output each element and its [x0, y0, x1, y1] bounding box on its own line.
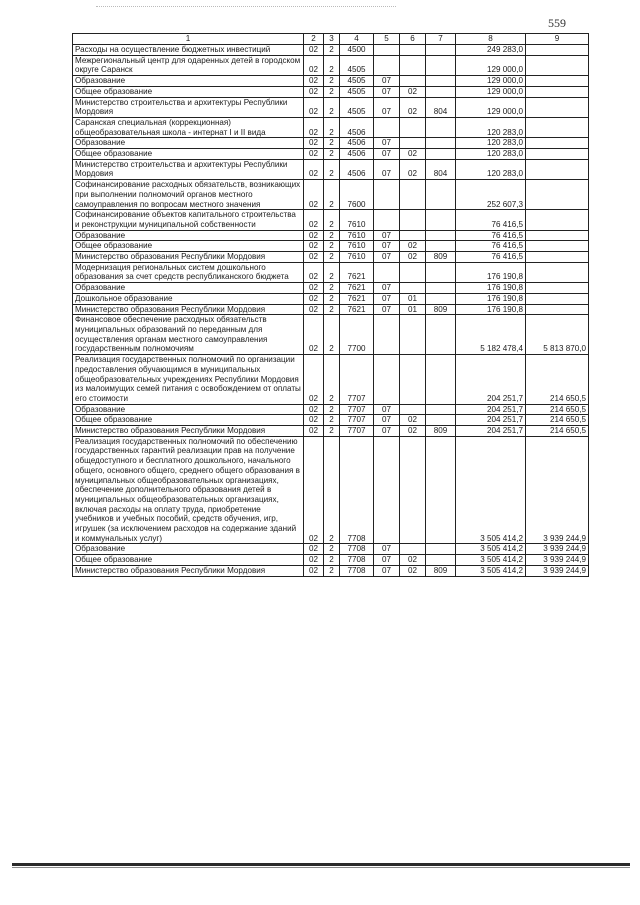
department-code-cell	[426, 293, 456, 304]
subsection-code-cell: 2	[324, 262, 340, 282]
amount-col9-cell	[526, 230, 589, 241]
subchapter-code-cell: 02	[400, 565, 426, 576]
item-code-cell: 4506	[340, 149, 374, 160]
section-code-cell: 02	[304, 415, 324, 426]
table-row	[73, 315, 589, 355]
column-header: 1	[73, 34, 304, 45]
subsection-code-cell: 2	[324, 159, 340, 179]
department-code-cell: 804	[426, 159, 456, 179]
department-code-cell	[426, 138, 456, 149]
amount-col9-cell: 214 650,5	[526, 415, 589, 426]
column-header: 9	[526, 34, 589, 45]
department-code-cell	[426, 55, 456, 75]
row-name-cell: Министерство строительства и архитектуры Республики Мордовия	[73, 159, 304, 179]
item-code-cell: 7707	[340, 426, 374, 437]
chapter-code-cell: 07	[374, 544, 400, 555]
column-header: 8	[456, 34, 526, 45]
section-code-cell: 02	[304, 241, 324, 252]
amount-col9-cell: 214 650,5	[526, 355, 589, 405]
amount-col9-cell	[526, 210, 589, 230]
department-code-cell	[426, 436, 456, 544]
item-code-cell: 4505	[340, 97, 374, 117]
scan-edge-bar	[12, 863, 630, 866]
amount-col9-cell	[526, 252, 589, 263]
subchapter-code-cell: 02	[400, 555, 426, 566]
section-code-cell: 02	[304, 355, 324, 405]
department-code-cell	[426, 117, 456, 137]
row-name-cell: Модернизация региональных систем дошкольного образования за счет средств республиканского бюджета	[73, 262, 304, 282]
subsection-code-cell: 2	[324, 293, 340, 304]
subsection-code-cell: 2	[324, 304, 340, 315]
section-code-cell: 02	[304, 262, 324, 282]
row-name-cell: Саранская специальная (коррекционная) общеобразовательная школа - интернат I и II вида	[73, 117, 304, 137]
chapter-code-cell	[374, 436, 400, 544]
chapter-code-cell: 07	[374, 404, 400, 415]
item-code-cell: 7708	[340, 555, 374, 566]
amount-col9-cell	[526, 241, 589, 252]
chapter-code-cell: 07	[374, 293, 400, 304]
table-row	[73, 404, 589, 415]
table-row	[73, 555, 589, 566]
subsection-code-cell: 2	[324, 565, 340, 576]
subsection-code-cell: 2	[324, 555, 340, 566]
section-code-cell: 02	[304, 76, 324, 87]
section-code-cell: 02	[304, 117, 324, 137]
amount-col8-cell: 120 283,0	[456, 149, 526, 160]
section-code-cell: 02	[304, 436, 324, 544]
row-name-cell: Министерство строительства и архитектуры Республики Мордовия	[73, 97, 304, 117]
amount-col9-cell: 3 939 244,9	[526, 544, 589, 555]
subchapter-code-cell	[400, 45, 426, 56]
row-name-cell: Образование	[73, 544, 304, 555]
subsection-code-cell: 2	[324, 355, 340, 405]
amount-col9-cell	[526, 159, 589, 179]
amount-col8-cell: 76 416,5	[456, 230, 526, 241]
row-name-cell: Софинансирование расходных обязательств, возникающих при выполнении полномочий органов местного самоуправления по вопросам местного значения	[73, 180, 304, 210]
chapter-code-cell	[374, 262, 400, 282]
amount-col9-cell	[526, 180, 589, 210]
chapter-code-cell: 07	[374, 241, 400, 252]
subchapter-code-cell: 02	[400, 241, 426, 252]
row-name-cell: Общее образование	[73, 149, 304, 160]
row-name-cell: Общее образование	[73, 241, 304, 252]
row-name-cell: Образование	[73, 138, 304, 149]
subchapter-code-cell: 02	[400, 415, 426, 426]
amount-col8-cell: 120 283,0	[456, 138, 526, 149]
table-row	[73, 230, 589, 241]
section-code-cell: 02	[304, 404, 324, 415]
subsection-code-cell: 2	[324, 210, 340, 230]
item-code-cell: 7708	[340, 565, 374, 576]
column-header: 5	[374, 34, 400, 45]
chapter-code-cell: 07	[374, 76, 400, 87]
amount-col8-cell: 176 190,8	[456, 262, 526, 282]
amount-col9-cell	[526, 138, 589, 149]
subchapter-code-cell	[400, 262, 426, 282]
table-row	[73, 293, 589, 304]
chapter-code-cell	[374, 180, 400, 210]
department-code-cell	[426, 180, 456, 210]
section-code-cell: 02	[304, 55, 324, 75]
subchapter-code-cell	[400, 55, 426, 75]
section-code-cell: 02	[304, 252, 324, 263]
subsection-code-cell: 2	[324, 544, 340, 555]
section-code-cell: 02	[304, 283, 324, 294]
item-code-cell: 7610	[340, 210, 374, 230]
section-code-cell: 02	[304, 426, 324, 437]
amount-col9-cell	[526, 262, 589, 282]
amount-col9-cell: 214 650,5	[526, 404, 589, 415]
table-row	[73, 45, 589, 56]
section-code-cell: 02	[304, 555, 324, 566]
section-code-cell: 02	[304, 293, 324, 304]
subsection-code-cell: 2	[324, 138, 340, 149]
table-row	[73, 180, 589, 210]
department-code-cell	[426, 86, 456, 97]
table-header-row	[73, 34, 589, 45]
subchapter-code-cell	[400, 210, 426, 230]
amount-col8-cell: 120 283,0	[456, 159, 526, 179]
department-code-cell: 809	[426, 426, 456, 437]
table-row	[73, 117, 589, 137]
page-number: 559	[548, 16, 566, 30]
amount-col9-cell	[526, 86, 589, 97]
amount-col8-cell: 76 416,5	[456, 252, 526, 263]
section-code-cell: 02	[304, 565, 324, 576]
subchapter-code-cell: 01	[400, 304, 426, 315]
subchapter-code-cell: 02	[400, 252, 426, 263]
subchapter-code-cell	[400, 138, 426, 149]
department-code-cell	[426, 404, 456, 415]
table-row	[73, 283, 589, 294]
amount-col8-cell: 176 190,8	[456, 283, 526, 294]
row-name-cell: Образование	[73, 230, 304, 241]
amount-col9-cell: 5 813 870,0	[526, 315, 589, 355]
item-code-cell: 7621	[340, 304, 374, 315]
table-row	[73, 159, 589, 179]
department-code-cell: 804	[426, 97, 456, 117]
amount-col8-cell: 129 000,0	[456, 55, 526, 75]
item-code-cell: 7600	[340, 180, 374, 210]
column-header: 6	[400, 34, 426, 45]
subsection-code-cell: 2	[324, 97, 340, 117]
item-code-cell: 7707	[340, 404, 374, 415]
subchapter-code-cell	[400, 117, 426, 137]
department-code-cell: 809	[426, 252, 456, 263]
subsection-code-cell: 2	[324, 86, 340, 97]
row-name-cell: Образование	[73, 404, 304, 415]
amount-col9-cell: 214 650,5	[526, 426, 589, 437]
row-name-cell: Софинансирование объектов капитального строительства и реконструкции муниципальной собственности	[73, 210, 304, 230]
subchapter-code-cell: 02	[400, 426, 426, 437]
subchapter-code-cell: 01	[400, 293, 426, 304]
amount-col8-cell: 3 505 414,2	[456, 555, 526, 566]
item-code-cell: 4505	[340, 55, 374, 75]
subchapter-code-cell	[400, 230, 426, 241]
subsection-code-cell: 2	[324, 117, 340, 137]
amount-col9-cell: 3 939 244,9	[526, 555, 589, 566]
item-code-cell: 7707	[340, 355, 374, 405]
amount-col8-cell: 5 182 478,4	[456, 315, 526, 355]
department-code-cell	[426, 544, 456, 555]
row-name-cell: Реализация государственных полномочий по обеспечению государственных гарантий реализации прав на получение общедоступного и бесплатного дошкольного, начального общего, основного общего, среднего общего образования в муниципальных общеобразовательных организациях, обеспечение дополнительного образования детей в муниципальных общеобразовательных организациях, включая расходы на оплату труда, приобретение учебников и учебных пособий, средств обучения, игр, игрушек (за исключением расходов на содержание зданий и коммунальных услуг)	[73, 436, 304, 544]
row-name-cell: Общее образование	[73, 555, 304, 566]
section-code-cell: 02	[304, 304, 324, 315]
department-code-cell	[426, 149, 456, 160]
amount-col8-cell: 204 251,7	[456, 355, 526, 405]
scan-edge-shadow	[12, 867, 630, 868]
amount-col9-cell	[526, 293, 589, 304]
chapter-code-cell	[374, 55, 400, 75]
table-row	[73, 262, 589, 282]
chapter-code-cell: 07	[374, 86, 400, 97]
item-code-cell: 7610	[340, 241, 374, 252]
item-code-cell: 7700	[340, 315, 374, 355]
section-code-cell: 02	[304, 149, 324, 160]
subchapter-code-cell	[400, 283, 426, 294]
table-row	[73, 97, 589, 117]
subchapter-code-cell: 02	[400, 159, 426, 179]
section-code-cell: 02	[304, 315, 324, 355]
item-code-cell: 4506	[340, 159, 374, 179]
subsection-code-cell: 2	[324, 404, 340, 415]
column-header: 3	[324, 34, 340, 45]
subsection-code-cell: 2	[324, 149, 340, 160]
subchapter-code-cell	[400, 315, 426, 355]
section-code-cell: 02	[304, 210, 324, 230]
chapter-code-cell: 07	[374, 283, 400, 294]
subsection-code-cell: 2	[324, 230, 340, 241]
table-row	[73, 544, 589, 555]
department-code-cell	[426, 45, 456, 56]
table-row	[73, 436, 589, 544]
chapter-code-cell: 07	[374, 252, 400, 263]
department-code-cell	[426, 76, 456, 87]
row-name-cell: Общее образование	[73, 86, 304, 97]
scan-artifact-line	[96, 6, 396, 7]
row-name-cell: Образование	[73, 76, 304, 87]
table-row	[73, 355, 589, 405]
section-code-cell: 02	[304, 97, 324, 117]
subchapter-code-cell	[400, 404, 426, 415]
table-row	[73, 86, 589, 97]
amount-col9-cell	[526, 283, 589, 294]
amount-col9-cell	[526, 45, 589, 56]
budget-table	[72, 33, 589, 577]
table-row	[73, 149, 589, 160]
subsection-code-cell: 2	[324, 415, 340, 426]
subsection-code-cell: 2	[324, 55, 340, 75]
department-code-cell	[426, 230, 456, 241]
amount-col9-cell	[526, 304, 589, 315]
table-row	[73, 304, 589, 315]
amount-col9-cell	[526, 97, 589, 117]
amount-col9-cell	[526, 55, 589, 75]
subsection-code-cell: 2	[324, 252, 340, 263]
chapter-code-cell: 07	[374, 230, 400, 241]
department-code-cell: 809	[426, 304, 456, 315]
amount-col9-cell	[526, 117, 589, 137]
item-code-cell: 4500	[340, 45, 374, 56]
table-row	[73, 415, 589, 426]
section-code-cell: 02	[304, 45, 324, 56]
section-code-cell: 02	[304, 230, 324, 241]
department-code-cell	[426, 315, 456, 355]
table-row	[73, 138, 589, 149]
chapter-code-cell: 07	[374, 304, 400, 315]
amount-col8-cell: 204 251,7	[456, 426, 526, 437]
section-code-cell: 02	[304, 159, 324, 179]
amount-col8-cell: 120 283,0	[456, 117, 526, 137]
chapter-code-cell: 07	[374, 555, 400, 566]
department-code-cell: 809	[426, 565, 456, 576]
amount-col8-cell: 252 607,3	[456, 180, 526, 210]
department-code-cell	[426, 210, 456, 230]
table-row	[73, 210, 589, 230]
subchapter-code-cell	[400, 544, 426, 555]
item-code-cell: 7610	[340, 230, 374, 241]
department-code-cell	[426, 355, 456, 405]
chapter-code-cell	[374, 45, 400, 56]
amount-col8-cell: 76 416,5	[456, 210, 526, 230]
chapter-code-cell	[374, 315, 400, 355]
row-name-cell: Расходы на осуществление бюджетных инвестиций	[73, 45, 304, 56]
table-row	[73, 252, 589, 263]
amount-col9-cell: 3 939 244,9	[526, 565, 589, 576]
column-header: 7	[426, 34, 456, 45]
section-code-cell: 02	[304, 180, 324, 210]
item-code-cell: 7621	[340, 293, 374, 304]
subchapter-code-cell	[400, 436, 426, 544]
row-name-cell: Министерство образования Республики Мордовия	[73, 304, 304, 315]
subsection-code-cell: 2	[324, 45, 340, 56]
chapter-code-cell: 07	[374, 97, 400, 117]
amount-col8-cell: 204 251,7	[456, 415, 526, 426]
amount-col8-cell: 204 251,7	[456, 404, 526, 415]
amount-col8-cell: 176 190,8	[456, 293, 526, 304]
row-name-cell: Министерство образования Республики Мордовия	[73, 252, 304, 263]
section-code-cell: 02	[304, 138, 324, 149]
chapter-code-cell	[374, 355, 400, 405]
item-code-cell: 4505	[340, 86, 374, 97]
subsection-code-cell: 2	[324, 241, 340, 252]
item-code-cell: 7621	[340, 283, 374, 294]
table-row	[73, 565, 589, 576]
amount-col9-cell	[526, 76, 589, 87]
subsection-code-cell: 2	[324, 315, 340, 355]
item-code-cell: 7621	[340, 262, 374, 282]
department-code-cell	[426, 241, 456, 252]
subchapter-code-cell	[400, 355, 426, 405]
item-code-cell: 7708	[340, 544, 374, 555]
subsection-code-cell: 2	[324, 283, 340, 294]
item-code-cell: 7708	[340, 436, 374, 544]
row-name-cell: Финансовое обеспечение расходных обязательств муниципальных образований по переданным для осуществления органам местного самоуправления государственным полномочиям	[73, 315, 304, 355]
table-body	[73, 45, 589, 577]
department-code-cell	[426, 415, 456, 426]
chapter-code-cell: 07	[374, 159, 400, 179]
column-header: 2	[304, 34, 324, 45]
subchapter-code-cell	[400, 180, 426, 210]
amount-col8-cell: 3 505 414,2	[456, 565, 526, 576]
amount-col8-cell: 129 000,0	[456, 86, 526, 97]
subsection-code-cell: 2	[324, 436, 340, 544]
amount-col8-cell: 129 000,0	[456, 76, 526, 87]
amount-col8-cell: 249 283,0	[456, 45, 526, 56]
amount-col9-cell	[526, 149, 589, 160]
row-name-cell: Образование	[73, 283, 304, 294]
table-row	[73, 55, 589, 75]
department-code-cell	[426, 262, 456, 282]
chapter-code-cell	[374, 117, 400, 137]
chapter-code-cell: 07	[374, 149, 400, 160]
department-code-cell	[426, 283, 456, 294]
chapter-code-cell: 07	[374, 426, 400, 437]
item-code-cell: 4506	[340, 138, 374, 149]
subsection-code-cell: 2	[324, 426, 340, 437]
chapter-code-cell: 07	[374, 565, 400, 576]
table-row	[73, 76, 589, 87]
amount-col8-cell: 129 000,0	[456, 97, 526, 117]
table-row	[73, 426, 589, 437]
subchapter-code-cell	[400, 76, 426, 87]
amount-col8-cell: 76 416,5	[456, 241, 526, 252]
subsection-code-cell: 2	[324, 76, 340, 87]
department-code-cell	[426, 555, 456, 566]
amount-col8-cell: 176 190,8	[456, 304, 526, 315]
item-code-cell: 7707	[340, 415, 374, 426]
item-code-cell: 7610	[340, 252, 374, 263]
row-name-cell: Межрегиональный центр для одаренных детей в городском округе Саранск	[73, 55, 304, 75]
chapter-code-cell: 07	[374, 415, 400, 426]
subchapter-code-cell: 02	[400, 149, 426, 160]
row-name-cell: Министерство образования Республики Мордовия	[73, 426, 304, 437]
row-name-cell: Реализация государственных полномочий по организации предоставления обучающимся в муниципальных общеобразовательных учреждениях Республики Мордовия из малоимущих семей питания с освобождением от оплаты его стоимости	[73, 355, 304, 405]
row-name-cell: Дошкольное образование	[73, 293, 304, 304]
item-code-cell: 4506	[340, 117, 374, 137]
section-code-cell: 02	[304, 544, 324, 555]
row-name-cell: Общее образование	[73, 415, 304, 426]
section-code-cell: 02	[304, 86, 324, 97]
row-name-cell: Министерство образования Республики Мордовия	[73, 565, 304, 576]
item-code-cell: 4505	[340, 76, 374, 87]
amount-col9-cell: 3 939 244,9	[526, 436, 589, 544]
table-row	[73, 241, 589, 252]
column-header: 4	[340, 34, 374, 45]
chapter-code-cell	[374, 210, 400, 230]
chapter-code-cell: 07	[374, 138, 400, 149]
subsection-code-cell: 2	[324, 180, 340, 210]
subchapter-code-cell: 02	[400, 86, 426, 97]
subchapter-code-cell: 02	[400, 97, 426, 117]
amount-col8-cell: 3 505 414,2	[456, 436, 526, 544]
amount-col8-cell: 3 505 414,2	[456, 544, 526, 555]
